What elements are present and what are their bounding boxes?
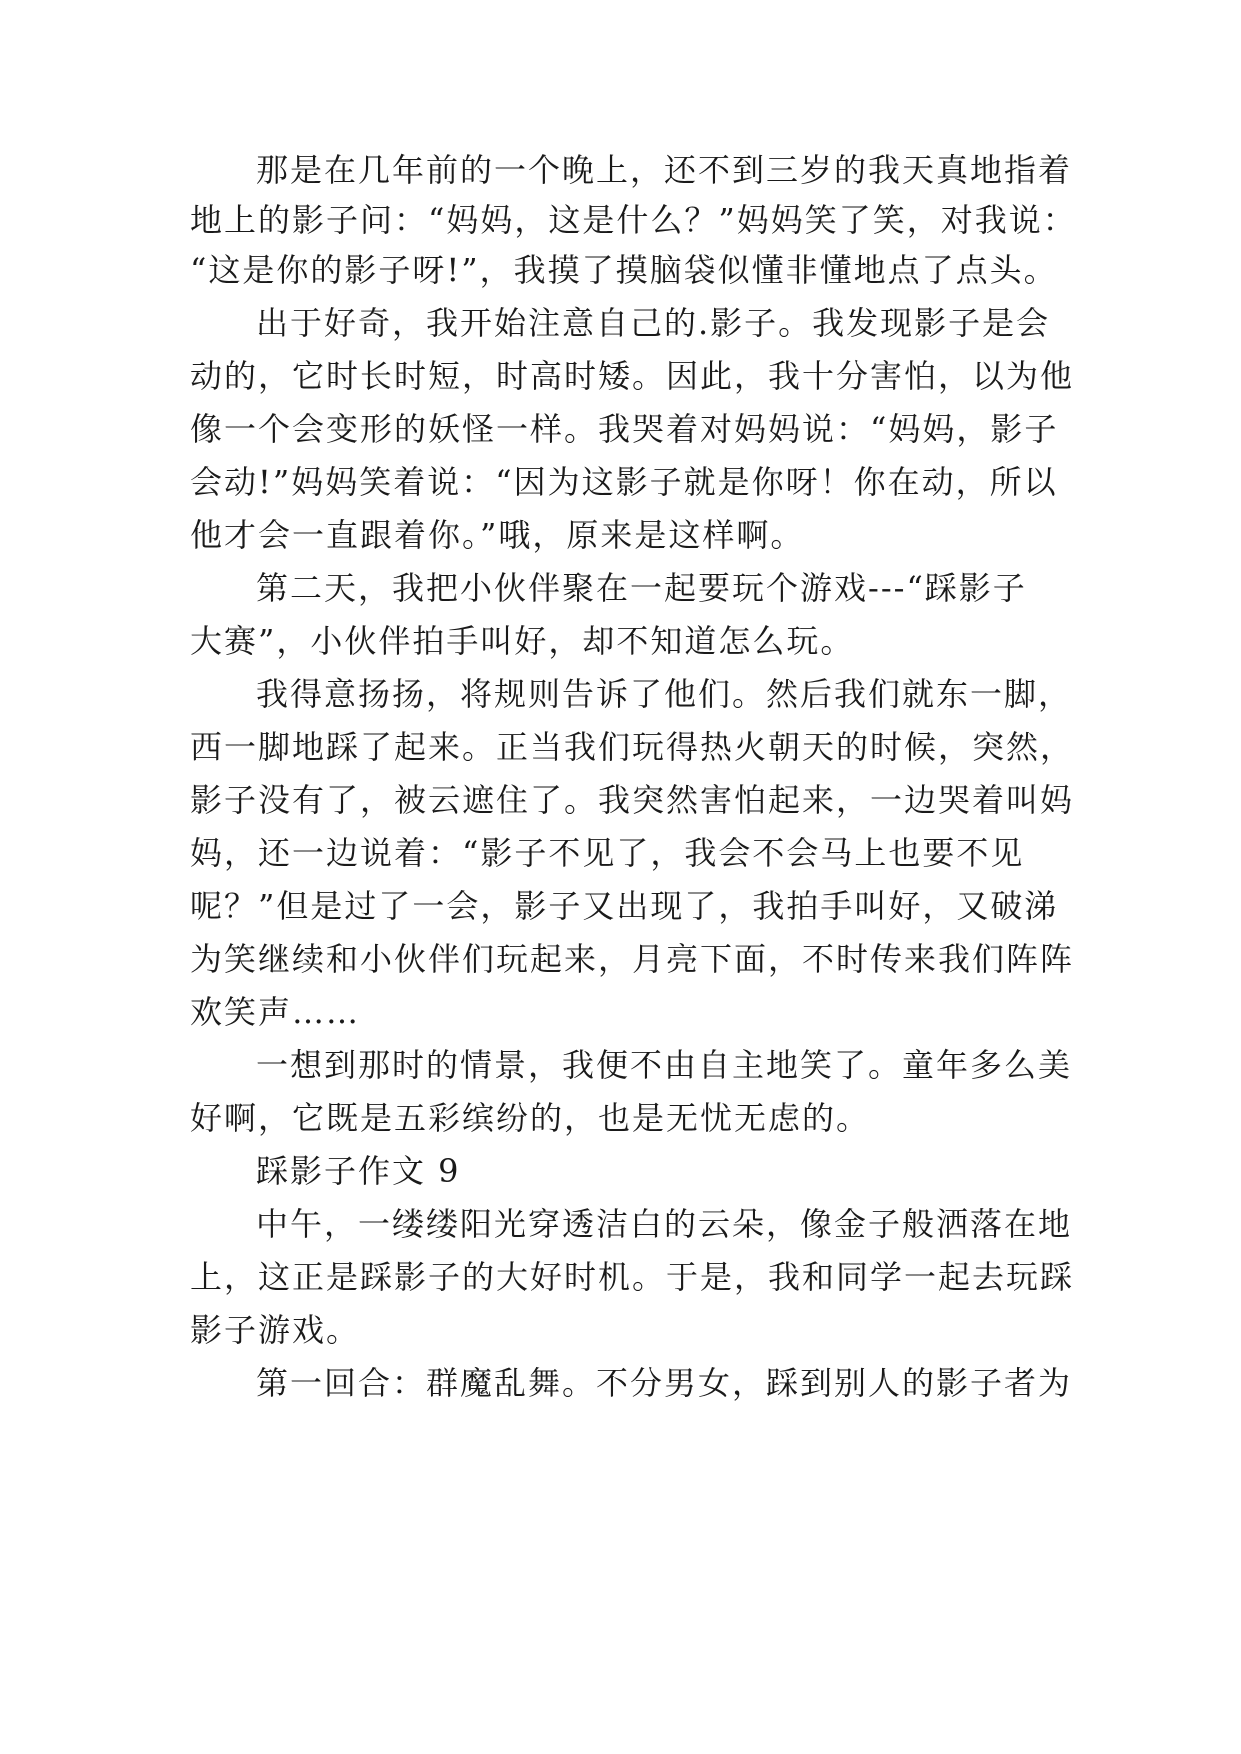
text-line: 他才会一直跟着你。”哦，原来是这样啊。 xyxy=(190,516,805,554)
text-line: 地上的影子问：“妈妈，这是什么？”妈妈笑了笑，对我说： xyxy=(190,201,1077,239)
text-line: 影子游戏。 xyxy=(190,1311,361,1349)
text-line: 那是在几年前的一个晚上，还不到三岁的我天真地指着 xyxy=(256,151,1073,189)
text-line: 上，这正是踩影子的大好时机。于是，我和同学一起去玩踩 xyxy=(190,1258,1075,1296)
text-line: 好啊，它既是五彩缤纷的，也是无忧无虑的。 xyxy=(190,1099,871,1137)
text-line: 妈，还一边说着：“影子不见了，我会不会马上也要不见 xyxy=(190,834,1025,872)
text-line: 西一脚地踩了起来。正当我们玩得热火朝天的时候，突然， xyxy=(190,728,1075,766)
text-line: “这是你的影子呀!”，我摸了摸脑袋似懂非懂地点了点头。 xyxy=(190,251,1058,289)
text-line: 我得意扬扬，将规则告诉了他们。然后我们就东一脚， xyxy=(256,675,1073,713)
text-line: 大赛”，小伙伴拍手叫好，却不知道怎么玩。 xyxy=(190,622,855,660)
text-line: 动的，它时长时短，时高时矮。因此，我十分害怕，以为他 xyxy=(190,357,1075,395)
text-line: 呢？”但是过了一会，影子又出现了，我拍手叫好，又破涕 xyxy=(190,887,1059,925)
text-line: 第二天，我把小伙伴聚在一起要玩个游戏---“踩影子 xyxy=(256,569,1027,607)
text-line: 像一个会变形的妖怪一样。我哭着对妈妈说：“妈妈，影子 xyxy=(190,410,1059,448)
text-line: 一想到那时的情景，我便不由自主地笑了。童年多么美 xyxy=(256,1046,1073,1084)
text-line: 出于好奇，我开始注意自己的.影子。我发现影子是会 xyxy=(256,304,1051,342)
section-heading: 踩影子作文 9 xyxy=(256,1152,461,1190)
text-line: 欢笑声…… xyxy=(190,993,361,1031)
text-line: 影子没有了，被云遮住了。我突然害怕起来，一边哭着叫妈 xyxy=(190,781,1075,819)
text-line: 第一回合：群魔乱舞。不分男女，踩到别人的影子者为 xyxy=(256,1364,1073,1402)
text-line: 会动!”妈妈笑着说：“因为这影子就是你呀！你在动，所以 xyxy=(190,463,1058,501)
text-line: 为笑继续和小伙伴们玩起来，月亮下面，不时传来我们阵阵 xyxy=(190,940,1075,978)
text-line: 中午，一缕缕阳光穿透洁白的云朵，像金子般洒落在地 xyxy=(256,1205,1073,1243)
